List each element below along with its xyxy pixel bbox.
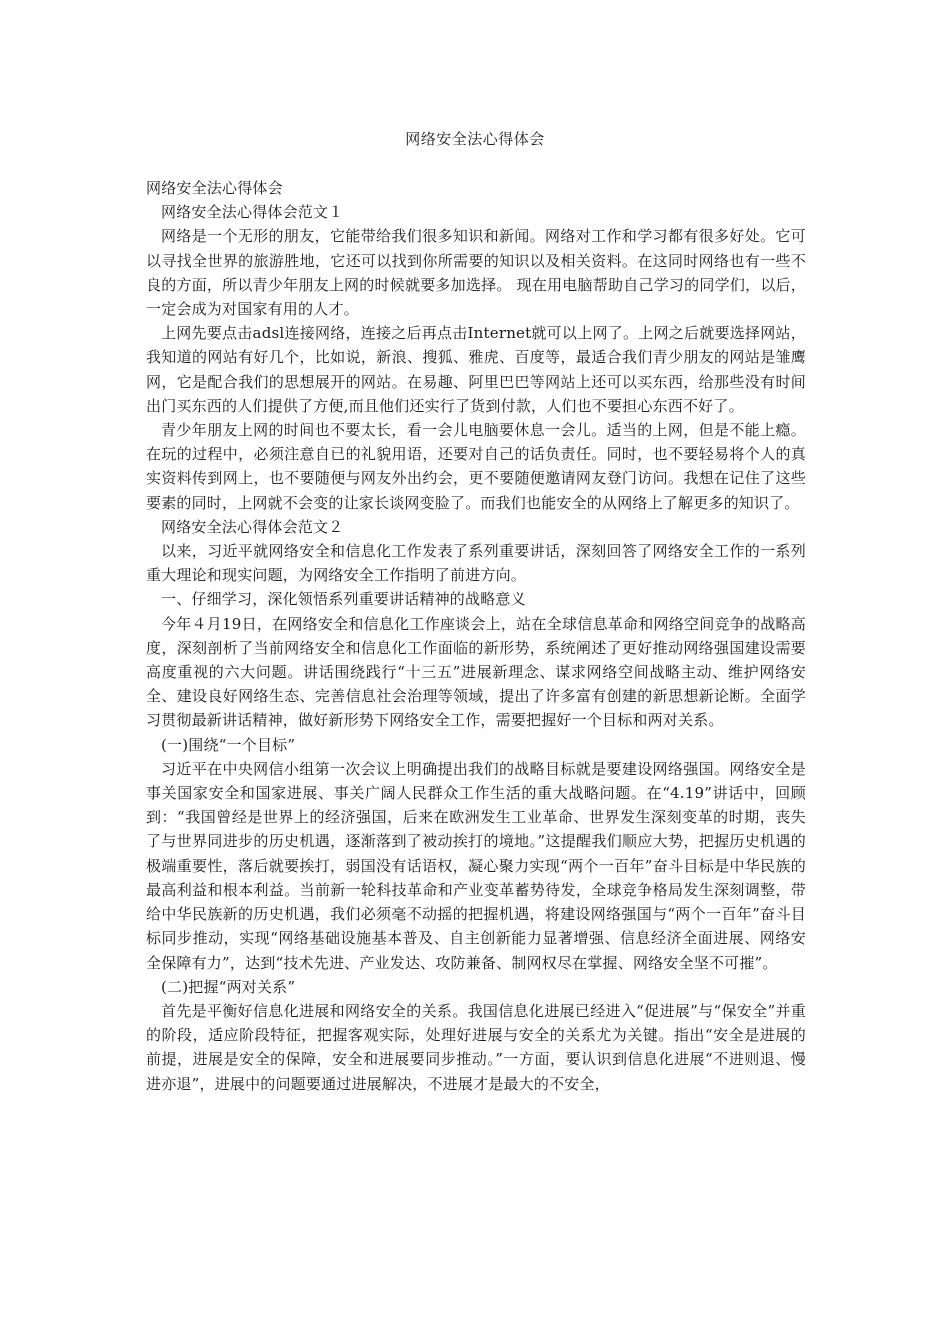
paragraph: 首先是平衡好信息化进展和网络安全的关系。我国信息化进展已经进入“促进展”与“保安全”并重的阶段，适应阶段特征，把握客观实际，处理好进展与安全的关系尤为关键。指出“安全是进展的前提，进展是安全的保障，安全和进展要同步推动。”一方面，要认识到信息化进展“不进则退、慢进亦退”，进展中的问题要通过进展解决，不进展才是最大的不安全， [146, 1001, 806, 1093]
document-body [146, 176, 806, 1096]
paragraph: 网络是一个无形的朋友，它能带给我们很多知识和新闻。网络对工作和学习都有很多好处。它可以寻找全世界的旅游胜地，它还可以找到你所需要的知识以及相关资料。在这同时网络也有一些不良的方面，所以青少年朋友上网的时候就要多加选择。 现在用电脑帮助自己学习的同学们，以后，一定会成为对国家有用的人才。 [146, 227, 806, 319]
paragraph: (二)把握“两对关系” [161, 977, 296, 996]
paragraph: 网络安全法心得体会范文１ [161, 203, 344, 222]
paragraph: 习近平在中央网信小组第一次会议上明确提出我们的战略目标就是要建设网络强国。网络安全是事关国家安全和国家进展、事关广阔人民群众工作生活的重大战略问题。在“4.19”讲话中，回顾到：“我国曾经是世界上的经济强国，后来在欧洲发生工业革命、世界发生深刻变革的时期，丧失了与世界同进步的历史机遇，逐渐落到了被动挨打的境地。”这提醒我们顺应大势，把握历史机遇的极端重要性，落后就要挨打，弱国没有话语权，凝心聚力实现“两个一百年”奋斗目标是中华民族的最高利益和根本利益。当前新一轮科技革命和产业变革蓄势待发，全球竞争格局发生深刻调整，带给中华民族新的历史机遇，我们必须毫不动摇的把握机遇，将建设网络强国与“两个一百年”奋斗目标同步推动，实现“网络基础设施基本普及、自主创新能力显著增强、信息经济全面进展、网络安全保障有力”，达到“技术先进、产业发达、攻防兼备、制网权尽在掌握、网络安全坚不可摧”。 [146, 759, 806, 972]
paragraph: 今年４月19日，在网络安全和信息化工作座谈会上，站在全球信息革命和网络空间竞争的战略高度，深刻剖析了当前网络安全和信息化工作面临的新形势，系统阐述了更好推动网络强国建设需要高度重视的六大问题。讲话围绕践行“十三五”进展新理念、谋求网络空间战略主动、维护网络安全、建设良好网络生态、完善信息社会治理等领域，提出了许多富有创建的新思想新论断。全面学习贯彻最新讲话精神，做好新形势下网络安全工作，需要把握好一个目标和两对关系。 [146, 614, 806, 730]
paragraph: (一)围绕“一个目标” [161, 735, 296, 754]
paragraph: 网络安全法心得体会 [146, 179, 283, 197]
paragraph: 以来，习近平就网络安全和信息化工作发表了系列重要讲话，深刻回答了网络安全工作的一系列重大理论和现实问题，为网络安全工作指明了前进方向。 [146, 542, 806, 585]
paragraph: 一、仔细学习，深化领悟系列重要讲话精神的战略意义 [161, 590, 526, 609]
paragraph: 青少年朋友上网的时间也不要太长，看一会儿电脑要休息一会儿。适当的上网，但是不能上瘾。在玩的过程中，必须注意自已的礼貌用语，还要对自己的话负责任。同时，也不要轻易将个人的真实资料传到网上，也不要随便与网友外出约会，更不要随便邀请网友登门访问。我想在记住了这些要素的同时，上网就不会变的让家长谈网变脸了。而我们也能安全的从网络上了解更多的知识了。 [146, 421, 806, 512]
paragraph: 上网先要点击adsl连接网络，连接之后再点击Internet就可以上网了。上网之后就要选择网站，我知道的网站有好几个，比如说，新浪、搜狐、雅虎、百度等，最适合我们青少朋友的网站是雏鹰网，它是配合我们的思想展开的网站。在易趣、阿里巴巴等网站上还可以买东西，给那些没有时间出门买东西的人们提供了方便,而且他们还实行了货到付款，人们也不要担心东西不好了。 [146, 324, 806, 415]
document-title: 网络安全法心得体会 [405, 130, 545, 148]
paragraph: 网络安全法心得体会范文２ [161, 517, 344, 536]
